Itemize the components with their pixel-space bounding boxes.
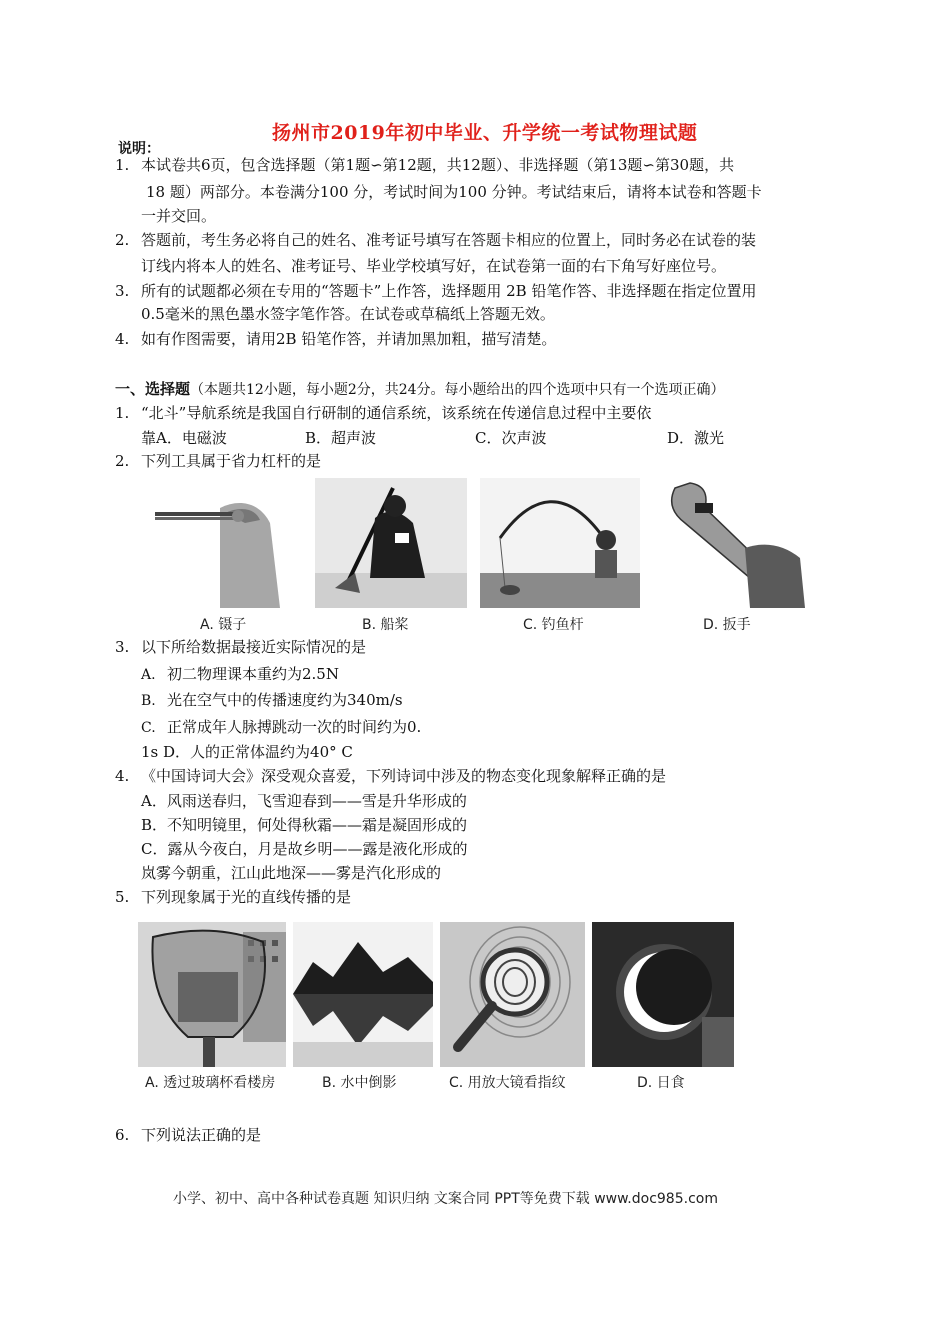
- q1-option-b: B．超声波: [305, 429, 377, 447]
- wrench-image: [655, 478, 807, 608]
- q4-option-a: A．风雨送春归，飞雪迎春到——雪是升华形成的: [141, 792, 467, 810]
- glass-cup-image: [138, 922, 286, 1067]
- q5-caption-d: D. 日食: [637, 1075, 685, 1091]
- q5-caption-a: A. 透过玻璃杯看楼房: [145, 1075, 276, 1091]
- q2-caption-a: A. 镊子: [200, 617, 247, 633]
- q5-caption-b: B. 水中倒影: [322, 1075, 397, 1091]
- note-3-line-2: 0.5毫米的黑色墨水签字笔作答。在试卷或草稿纸上答题无效。: [141, 305, 555, 323]
- q1-option-c: C．次声波: [475, 429, 547, 447]
- question-3: 3. 以下所给数据最接近实际情况的是: [115, 638, 367, 656]
- note-2-line-2: 订线内将本人的姓名、准考证号、毕业学校填写好，在试卷第一面的右下角写好座位号。: [141, 257, 727, 275]
- q4-option-d: 岚雾今朝重，江山此地深——雾是汽化形成的: [141, 864, 442, 882]
- note-1-line-2: 18 题）两部分。本卷满分100 分，考试时间为100 分钟。考试结束后，请将本试卷和答题卡: [146, 183, 762, 201]
- reflection-image: [293, 922, 433, 1067]
- note-3: 3. 所有的试题都必须在专用的“答题卡”上作答，选择题用 2B 铅笔作答、非选择题在指定位置用: [115, 282, 757, 300]
- q1-option-a: 靠A．电磁波: [141, 429, 227, 447]
- note-1-line-3: 一并交回。: [141, 207, 217, 225]
- magnifier-image: [440, 922, 585, 1067]
- q2-caption-d: D. 扳手: [703, 617, 751, 633]
- question-5: 5. 下列现象属于光的直线传播的是: [115, 888, 352, 906]
- q2-caption-b: B. 船桨: [362, 617, 409, 633]
- tweezers-image: [150, 478, 302, 608]
- solar-eclipse-image: [592, 922, 734, 1067]
- q3-option-a: A. 初二物理课本重约为2.5N: [141, 665, 339, 683]
- q3-option-d: 1s D．人的正常体温约为40° C: [141, 743, 353, 761]
- page-footer: 小学、初中、高中各种试卷真题 知识归纳 文案合同 PPT等免费下载 www.doc985.com: [173, 1191, 718, 1207]
- q1-option-d: D．激光: [667, 429, 725, 447]
- note-1: 1. 本试卷共6页，包含选择题（第1题∽第12题，共12题）、非选择题（第13题∽第30题，共: [115, 156, 735, 174]
- question-6: 6. 下列说法正确的是: [115, 1126, 262, 1144]
- note-4: 4. 如有作图需要，请用2B 铅笔作答，并请加黑加粗，描写清楚。: [115, 330, 557, 348]
- page-title: 扬州市2019年初中毕业、升学统一考试物理试题: [272, 122, 698, 144]
- note-2: 2. 答题前，考生务必将自己的姓名、准考证号填写在答题卡相应的位置上，同时务必在试卷的装: [115, 231, 757, 249]
- section-header: 一、选择题（本题共12小题，每小题2分，共24分。每小题给出的四个选项中只有一个选项正确）: [115, 380, 725, 398]
- paddle-image: [315, 478, 467, 608]
- q2-caption-c: C. 钓鱼杆: [523, 617, 584, 633]
- q3-option-c: C. 正常成年人脉搏跳动一次的时间约为0.: [141, 718, 422, 736]
- q4-option-b: B．不知明镜里，何处得秋霜——霜是凝固形成的: [141, 816, 468, 834]
- q3-option-b: B. 光在空气中的传播速度约为340m/s: [141, 691, 403, 709]
- question-1: 1. “北斗”导航系统是我国自行研制的通信系统，该系统在传递信息过程中主要依: [115, 404, 652, 422]
- q5-caption-c: C. 用放大镜看指纹: [449, 1075, 566, 1091]
- question-2: 2. 下列工具属于省力杠杆的是: [115, 452, 322, 470]
- question-4: 4. 《中国诗词大会》深受观众喜爱，下列诗词中涉及的物态变化现象解释正确的是: [115, 767, 667, 785]
- notes-heading: 说明：: [118, 141, 160, 157]
- q4-option-c: C．露从今夜白，月是故乡明——露是液化形成的: [141, 840, 468, 858]
- fishing-rod-image: [480, 478, 640, 608]
